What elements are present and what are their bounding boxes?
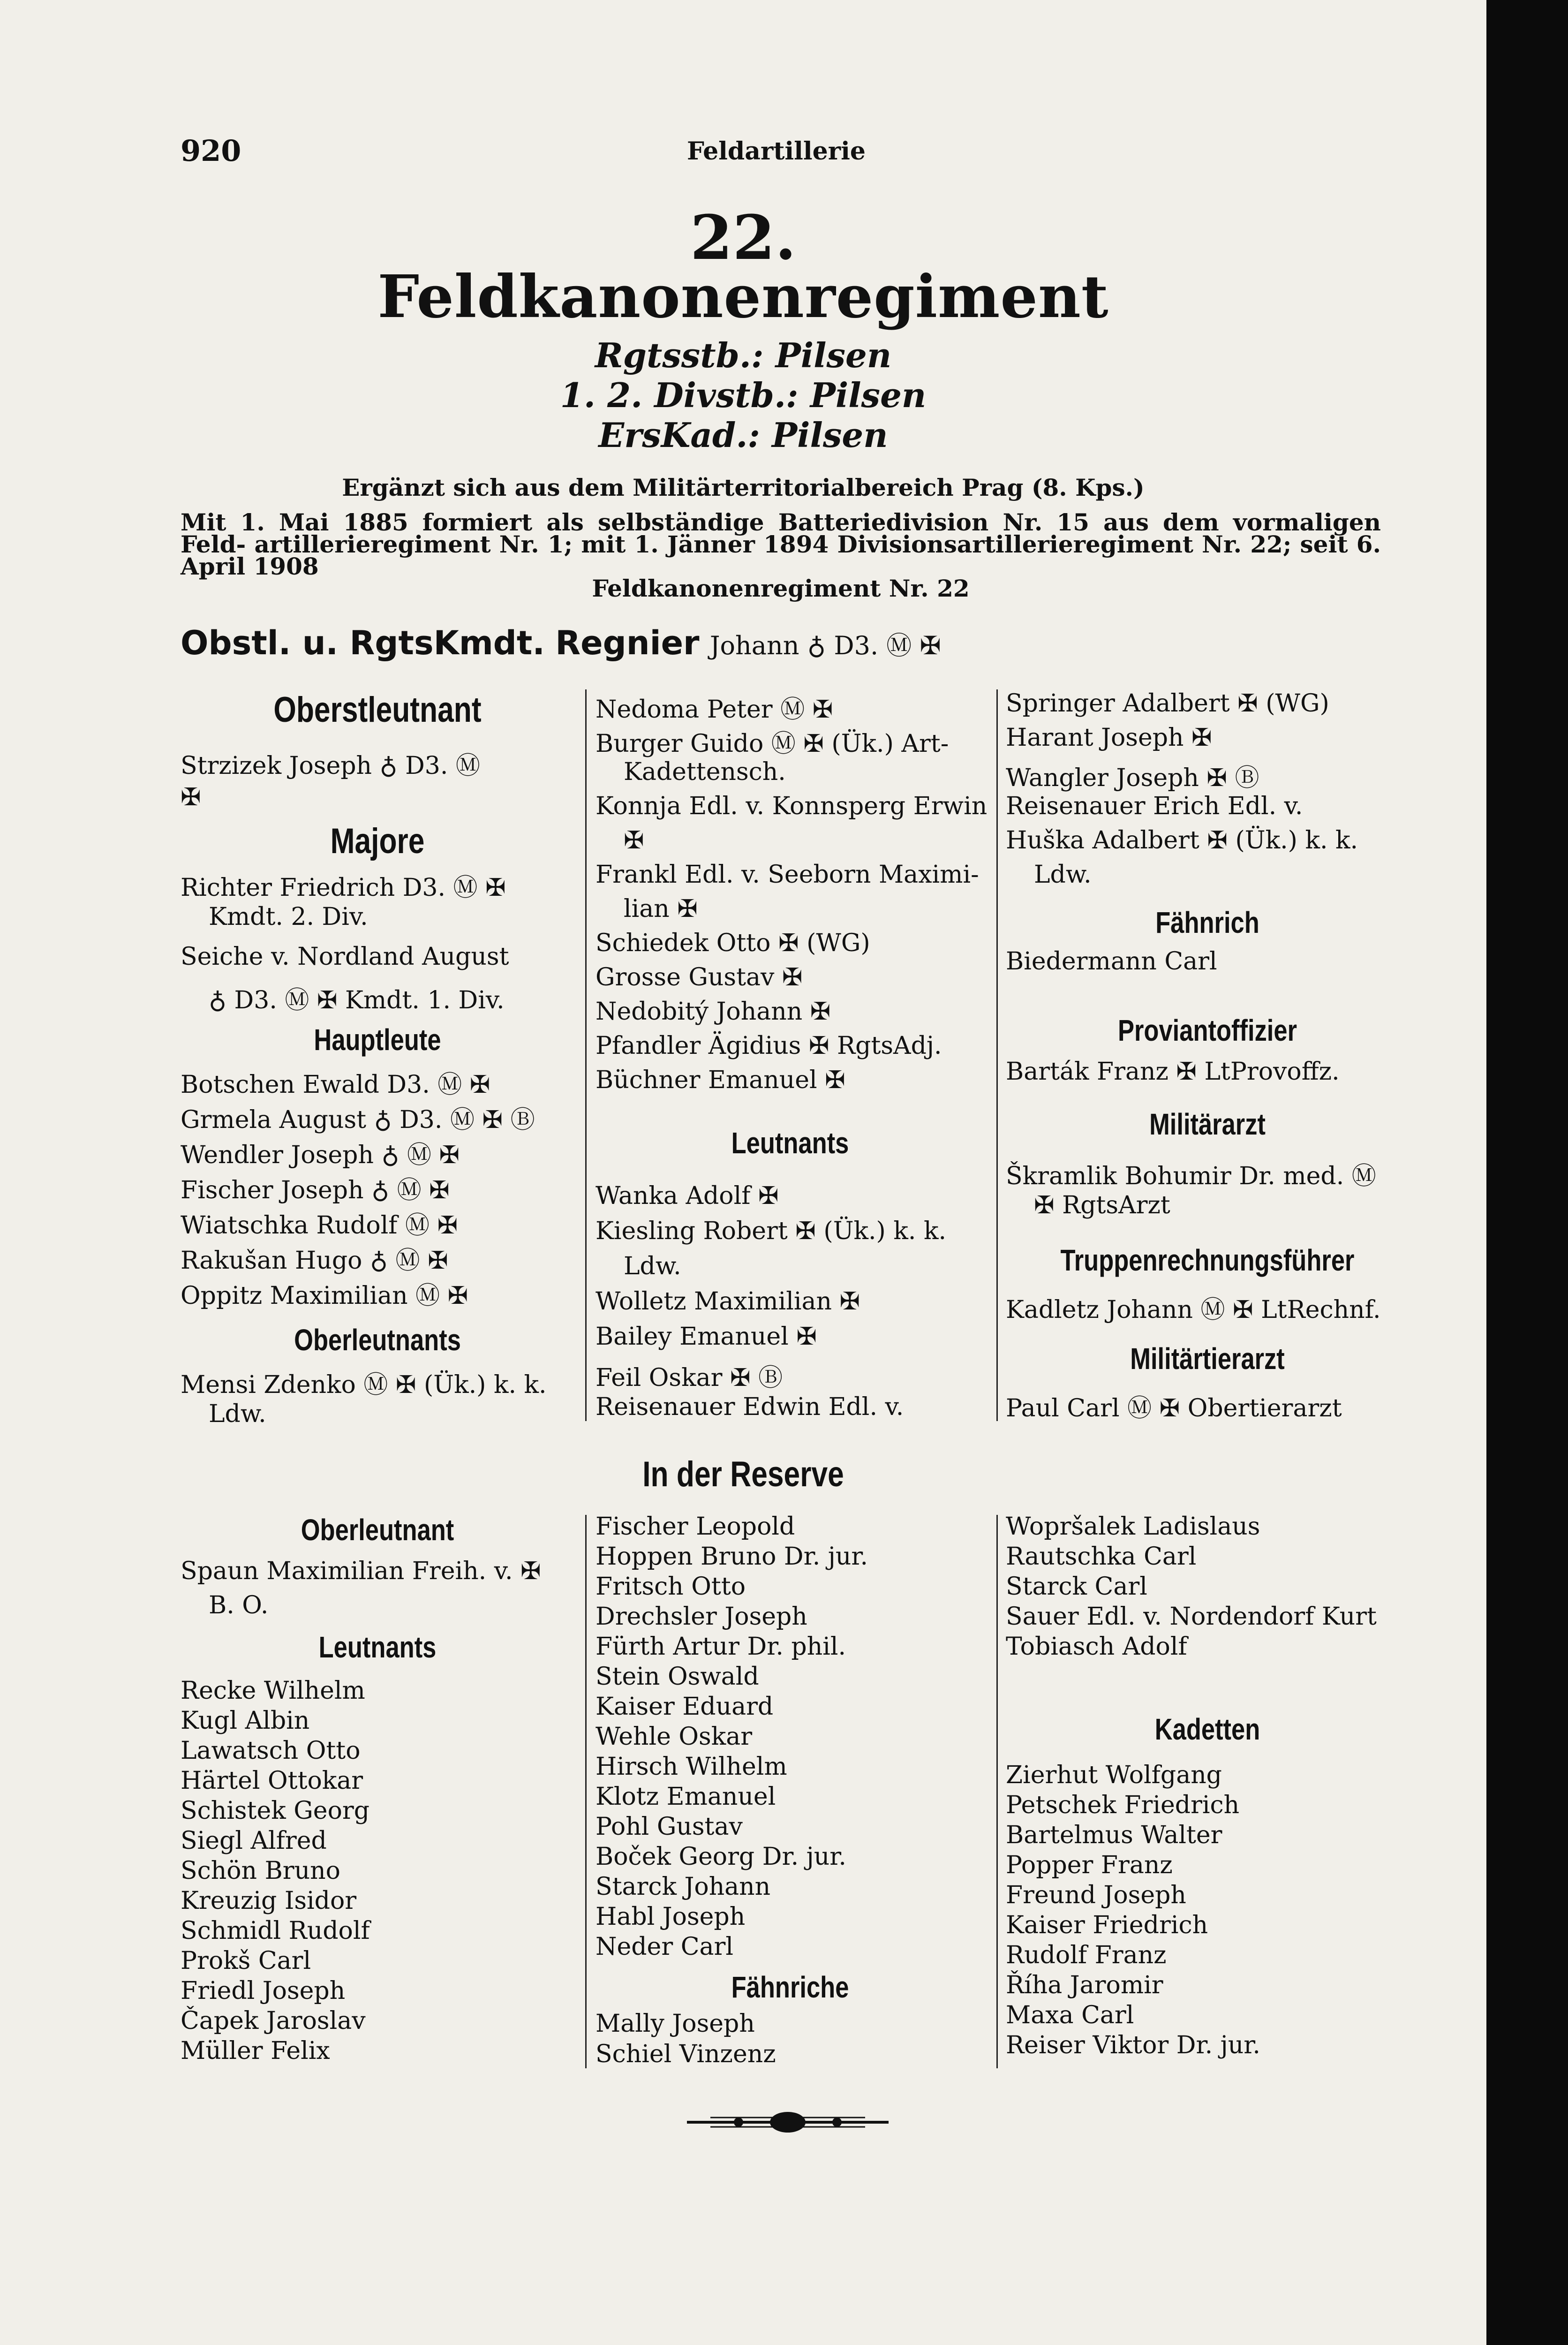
history-line-1: Mit 1. Mai 1885 formiert als selbständige Batteriedivision Nr. 15 aus dem vormaligen Feld-: [181, 508, 1381, 558]
entry-kadett: Bartelmus Walter: [1006, 1821, 1222, 1849]
entry-oberleutnant: Schiedek Otto ✠ (WG): [596, 929, 870, 957]
scan-edge: [1486, 0, 1568, 2345]
history-paragraph: [181, 508, 1381, 602]
entry-leutnant: Bailey Emanuel ✠: [596, 1323, 817, 1351]
entry-res-leutnant: Klotz Emanuel: [596, 1783, 776, 1811]
entry-kadett: Reiser Viktor Dr. jur.: [1006, 2031, 1260, 2059]
station-staff: Rgtsstb.: Pilsen: [595, 335, 892, 375]
running-head: Feldartillerie: [687, 137, 866, 166]
entry-kadett: Zierhut Wolfgang: [1006, 1761, 1222, 1789]
entry-oberleutnant: Nedoma Peter Ⓜ ✠: [596, 696, 833, 724]
column-rule-3: [585, 1515, 587, 2068]
regiment-title: Feldkanonenregiment: [377, 263, 1109, 331]
entry-hauptmann: Botschen Ewald D3. Ⓜ ✠: [181, 1071, 490, 1099]
entry-kadett: Petschek Friedrich: [1006, 1791, 1240, 1819]
heading-kadetten: Kadetten: [1154, 1712, 1260, 1746]
entry-proviant: Barták Franz ✠ LtProvoffz.: [1006, 1058, 1340, 1086]
entry-richter-cont: Kmdt. 2. Div.: [209, 903, 368, 931]
column-rule-4: [996, 1515, 998, 2068]
entry-arzt: Škramlik Bohumir Dr. med. Ⓜ: [1006, 1162, 1376, 1190]
page-number: 920: [181, 134, 241, 168]
entry-res-leutnant: Wopršalek Ladislaus: [1006, 1513, 1260, 1541]
entry-spaun: Spaun Maximilian Freih. v. ✠: [181, 1557, 541, 1585]
entry-res-leutnant: Stein Oswald: [596, 1663, 759, 1691]
entry-oberleutnant: Pfandler Ägidius ✠ RgtsAdj.: [596, 1032, 942, 1060]
entry-tierarzt: Paul Carl Ⓜ ✠ Obertierarzt: [1006, 1394, 1342, 1422]
history-line-2: artillerieregiment Nr. 1; mit 1. Jänner 1894 Divisionsartillerieregiment Nr. 22; seit 6. April 1908: [181, 530, 1381, 580]
reserve-heading: In der Reserve: [642, 1454, 844, 1494]
column-rule-2: [996, 689, 998, 1421]
entry-kadett: Maxa Carl: [1006, 2001, 1134, 2029]
entry-mensi-cont: Ldw.: [209, 1400, 266, 1428]
entry-hauptmann: Oppitz Maximilian Ⓜ ✠: [181, 1282, 468, 1310]
entry-kadett: Kaiser Friedrich: [1006, 1911, 1208, 1939]
entry-res-faehnrich: Schiel Vinzenz: [596, 2040, 776, 2068]
entry-richter: Richter Friedrich D3. Ⓜ ✠: [181, 874, 506, 902]
commander-given: Johann ♁ D3. Ⓜ ✠: [709, 631, 941, 660]
entry-hauptmann: Fischer Joseph ♁ Ⓜ ✠: [181, 1176, 450, 1204]
entry-kadett: Popper Franz: [1006, 1851, 1173, 1879]
entry-kadett: Rudolf Franz: [1006, 1941, 1167, 1969]
entry-strzizek: Strzizek Joseph ♁ D3. Ⓜ: [181, 752, 480, 780]
entry-oberleutnant: Büchner Emanuel ✠: [596, 1066, 845, 1094]
entry-res-leutnant: Fritsch Otto: [596, 1573, 746, 1601]
commander-line: [181, 624, 941, 662]
entry-hauptmann: Grmela August ♁ D3. Ⓜ ✠ Ⓑ: [181, 1106, 535, 1134]
entry-res-leutnant: Starck Carl: [1006, 1573, 1147, 1601]
entry-res-leutnant: Müller Felix: [181, 2037, 330, 2065]
entry-leutnant: Springer Adalbert ✠ (WG): [1006, 689, 1329, 718]
entry-res-leutnant: Schistek Georg: [181, 1797, 370, 1825]
entry-hauptmann: Wendler Joseph ♁ Ⓜ ✠: [181, 1141, 460, 1169]
entry-oberleutnant: Nedobitý Johann ✠: [596, 998, 831, 1026]
entry-oberleutnant-cont: lian ✠: [624, 895, 698, 923]
entry-oberleutnant: Burger Guido Ⓜ ✠ (Ük.) Art-: [596, 730, 949, 758]
entry-res-leutnant: Fischer Leopold: [596, 1513, 795, 1541]
entry-res-leutnant: Hirsch Wilhelm: [596, 1753, 787, 1781]
entry-res-leutnant: Neder Carl: [596, 1933, 733, 1961]
entry-truppen: Kadletz Johann Ⓜ ✠ LtRechnf.: [1006, 1296, 1381, 1324]
entry-res-leutnant: Siegl Alfred: [181, 1827, 327, 1855]
heading-leutnants: Leutnants: [731, 1126, 849, 1160]
supplement-line: Ergänzt sich aus dem Militärterritorialbereich Prag (8. Kps.): [342, 474, 1145, 501]
entry-oberleutnant: Frankl Edl. v. Seeborn Maximi-: [596, 861, 979, 889]
heading-proviantoffizier: Proviantoffizier: [1118, 1014, 1297, 1047]
heading-faehnrich: Fähnrich: [1155, 906, 1259, 939]
heading-res-faehnriche: Fähnriche: [731, 1970, 849, 2004]
entry-oberleutnant: Konnja Edl. v. Konnsperg Erwin: [596, 792, 988, 820]
regiment-number: 22.: [690, 202, 797, 273]
entry-res-leutnant: Schmidl Rudolf: [181, 1917, 370, 1945]
entry-res-leutnant: Recke Wilhelm: [181, 1677, 365, 1705]
entry-leutnant: Reisenauer Edwin Edl. v.: [596, 1393, 904, 1421]
entry-res-leutnant: Pohl Gustav: [596, 1813, 743, 1841]
heading-oberstleutnant: Oberstleutnant: [273, 690, 482, 730]
entry-res-faehnrich: Mally Joseph: [596, 2010, 755, 2038]
entry-oberleutnant-cont: Kadettensch.: [624, 758, 786, 786]
entry-oberleutnant: Grosse Gustav ✠: [596, 963, 803, 991]
entry-res-leutnant: Härtel Ottokar: [181, 1767, 363, 1795]
end-ornament: [682, 2106, 893, 2139]
entry-mensi: Mensi Zdenko Ⓜ ✠ (Ük.) k. k.: [181, 1371, 547, 1399]
entry-hauptmann: Wiatschka Rudolf Ⓜ ✠: [181, 1211, 458, 1240]
heading-militaerarzt: Militärarzt: [1149, 1107, 1266, 1141]
entry-res-leutnant: Prokš Carl: [181, 1947, 311, 1975]
entry-oberleutnant-cont: ✠: [624, 826, 644, 855]
entry-leutnant: Wanka Adolf ✠: [596, 1182, 779, 1210]
entry-kadett: Freund Joseph: [1006, 1881, 1186, 1909]
entry-res-leutnant: Rautschka Carl: [1006, 1543, 1197, 1571]
heading-truppenrechnungsfuehrer: Truppenrechnungsführer: [1060, 1243, 1355, 1277]
entry-res-leutnant: Kugl Albin: [181, 1707, 310, 1735]
entry-leutnant: Feil Oskar ✠ Ⓑ: [596, 1364, 783, 1392]
heading-majore: Majore: [330, 821, 425, 861]
entry-spaun-cont: B. O.: [209, 1591, 269, 1619]
entry-leutnant: Reisenauer Erich Edl. v.: [1006, 792, 1303, 820]
entry-res-leutnant: Wehle Oskar: [596, 1723, 753, 1751]
column-rule-1: [585, 689, 587, 1421]
entry-leutnant-cont: Ldw.: [624, 1252, 681, 1280]
heading-militaertierarzt: Militärtierarzt: [1130, 1342, 1285, 1376]
heading-res-leutnants: Leutnants: [318, 1630, 437, 1664]
entry-res-leutnant: Sauer Edl. v. Nordendorf Kurt: [1006, 1603, 1377, 1631]
entry-res-leutnant: Hoppen Bruno Dr. jur.: [596, 1543, 868, 1571]
entry-res-leutnant: Boček Georg Dr. jur.: [596, 1843, 846, 1871]
entry-res-leutnant: Schön Bruno: [181, 1857, 340, 1885]
station-ersatz: ErsKad.: Pilsen: [598, 415, 888, 455]
history-line-3: Feldkanonenregiment Nr. 22: [592, 575, 970, 602]
entry-leutnant: Kiesling Robert ✠ (Ük.) k. k.: [596, 1217, 946, 1245]
station-division: 1. 2. Divstb.: Pilsen: [560, 375, 927, 415]
heading-oberleutnants: Oberleutnants: [294, 1323, 461, 1357]
entry-leutnant: Wolletz Maximilian ✠: [596, 1287, 860, 1316]
entry-leutnant: Harant Joseph ✠: [1006, 724, 1212, 752]
entry-leutnant: Huška Adalbert ✠ (Ük.) k. k.: [1006, 826, 1358, 855]
entry-seiche-cont: ♁ D3. Ⓜ ✠ Kmdt. 1. Div.: [209, 986, 505, 1014]
entry-arzt-cont: ✠ RgtsArzt: [1034, 1191, 1170, 1219]
commander-name: Regnier: [555, 624, 700, 662]
entry-faehnrich: Biedermann Carl: [1006, 947, 1217, 976]
entry-kadett: Říha Jaromir: [1006, 1971, 1163, 1999]
commander-rank: Obstl. u. RgtsKmdt.: [181, 624, 545, 662]
heading-hauptleute: Hauptleute: [314, 1023, 441, 1057]
entry-res-leutnant: Kaiser Eduard: [596, 1693, 774, 1721]
entry-res-leutnant: Fürth Artur Dr. phil.: [596, 1633, 846, 1661]
entry-res-leutnant: Lawatsch Otto: [181, 1737, 361, 1765]
entry-strzizek-cont: ✠: [181, 783, 201, 811]
entry-seiche: Seiche v. Nordland August: [181, 943, 509, 971]
heading-res-oberleutnant: Oberleutnant: [301, 1513, 454, 1547]
entry-res-leutnant: Kreuzig Isidor: [181, 1887, 357, 1915]
entry-hauptmann: Rakušan Hugo ♁ Ⓜ ✠: [181, 1247, 448, 1275]
entry-res-leutnant: Tobiasch Adolf: [1006, 1633, 1187, 1661]
entry-res-leutnant: Habl Joseph: [596, 1903, 746, 1931]
entry-res-leutnant: Čapek Jaroslav: [181, 2007, 366, 2035]
entry-res-leutnant: Starck Johann: [596, 1873, 771, 1901]
entry-leutnant-cont: Ldw.: [1034, 861, 1092, 889]
entry-res-leutnant: Friedl Joseph: [181, 1977, 346, 2005]
entry-leutnant: Wangler Joseph ✠ Ⓑ: [1006, 764, 1259, 792]
entry-res-leutnant: Drechsler Joseph: [596, 1603, 807, 1631]
